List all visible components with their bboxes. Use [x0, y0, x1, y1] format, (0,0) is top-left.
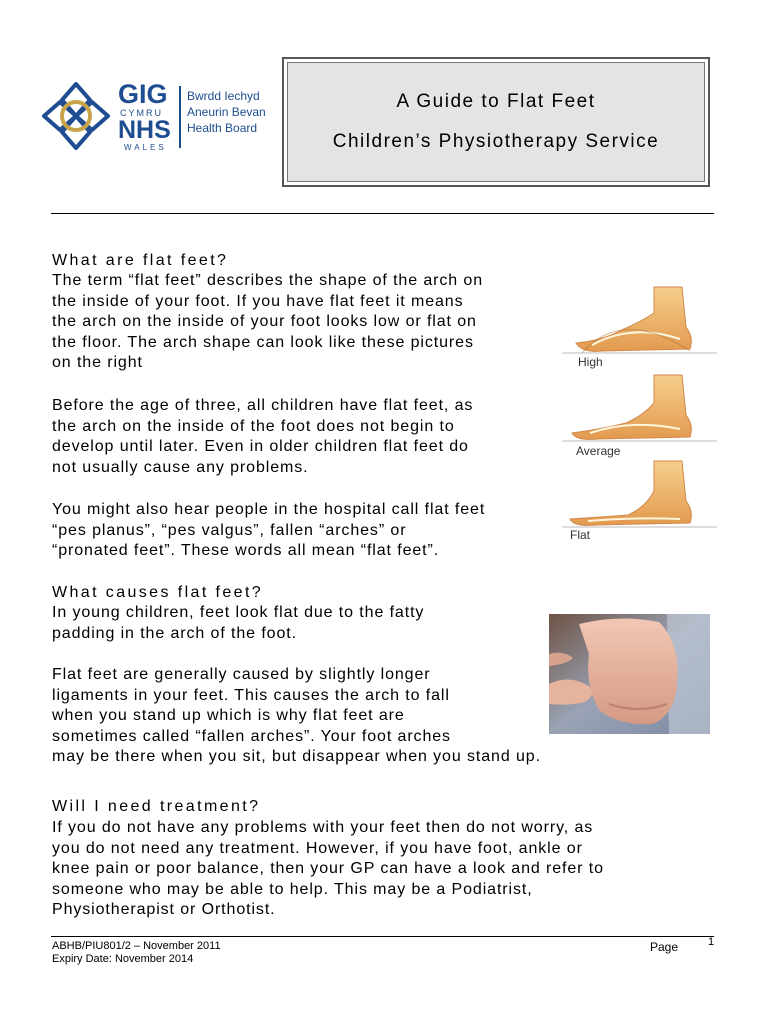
average-arch-foot: [562, 375, 717, 441]
text-line: the floor. The arch shape can look like these pictures: [52, 333, 474, 351]
logo-wales-text: WALES: [124, 143, 167, 152]
text-line: Before the age of three, all children have flat feet, as: [52, 397, 474, 414]
text-line: “pes planus”, “pes valgus”, fallen “arches” or: [52, 521, 407, 539]
logo-nhs-text: NHS: [118, 116, 171, 144]
text-line: sometimes called “fallen arches”. Your foot arches: [52, 727, 451, 745]
text-line: may be there when you sit, but disappear when you stand up.: [52, 748, 541, 766]
child-foot-photo: [549, 614, 710, 734]
logo-board-line: Aneurin Bevan: [187, 105, 266, 119]
footer-page-number: 1: [708, 936, 715, 948]
text-line: the arch on the inside of your foot looks low or flat on: [52, 313, 477, 331]
text-line: not usually cause any problems.: [52, 458, 309, 476]
text-line: padding in the arch of the foot.: [52, 624, 297, 642]
service-title: Children’s Physiotherapy Service: [332, 131, 660, 152]
nhs-logo: [38, 78, 278, 154]
footer-reference: [52, 940, 221, 965]
paragraph-causes-2: [52, 665, 541, 768]
text-line: develop until later. Even in older children flat feet do: [52, 438, 469, 456]
title-box-inner: [287, 62, 705, 182]
foot-arch-illustration: [562, 283, 717, 548]
text-line: Physiotherapist or Orthotist.: [52, 901, 276, 919]
text-line: knee pain or poor balance, then your GP can have a look and refer to: [52, 860, 604, 878]
header-divider: [51, 213, 714, 214]
label-flat: Flat: [570, 528, 591, 542]
text-line: “pronated feet”. These words all mean “flat feet”.: [52, 542, 440, 560]
logo-board-line: Bwrdd Iechyd: [187, 89, 260, 103]
logo-gig-text: GIG: [118, 79, 168, 109]
footer-divider: [51, 936, 714, 937]
title-box: [282, 57, 710, 187]
footer-ref-code: ABHB/PIU801/2 – November 2011: [52, 940, 221, 952]
logo-cymru-text: CYMRU: [120, 108, 163, 118]
paragraph-what-2: [52, 396, 473, 478]
foot-arch-photo: [549, 614, 710, 734]
text-line: someone who may be able to help. This may be a Podiatrist,: [52, 880, 533, 898]
label-average: Average: [576, 444, 621, 458]
paragraph-what-3: [52, 500, 485, 562]
heading-treatment: Will I need treatment?: [52, 798, 261, 815]
flat-arch-foot: [562, 461, 717, 527]
text-line: If you do not have any problems with your feet then do not worry, as: [52, 819, 594, 836]
footer-page-label: Page: [650, 940, 679, 954]
logo-divider: [179, 86, 181, 148]
celtic-knot-icon: [38, 78, 114, 154]
text-line: You might also hear people in the hospital call flat feet: [52, 501, 486, 518]
text-line: when you stand up which is why flat feet are: [52, 707, 405, 725]
heading-what-causes: What causes flat feet?: [52, 584, 264, 601]
text-line: In young children, feet look flat due to the fatty: [52, 604, 425, 621]
text-line: the arch on the inside of the foot does not begin to: [52, 417, 455, 435]
high-arch-foot: [562, 287, 717, 353]
paragraph-causes-1: [52, 603, 424, 644]
logo-board-line: Health Board: [187, 121, 258, 135]
text-line: Flat feet are generally caused by slightly longer: [52, 666, 431, 683]
paragraph-what-1: [52, 271, 483, 374]
logo-health-board: [187, 88, 266, 136]
footer-expiry: Expiry Date: November 2014: [52, 952, 194, 965]
foot-arch-drawings: [562, 283, 717, 548]
document-title: A Guide to Flat Feet: [396, 91, 596, 112]
text-line: you do not need any treatment. However, if you have foot, ankle or: [52, 839, 583, 857]
label-high: High: [578, 355, 603, 369]
text-line: the inside of your foot. If you have flat feet it means: [52, 292, 464, 310]
heading-what-are-flat-feet: What are flat feet?: [52, 252, 229, 269]
paragraph-treatment: [52, 818, 604, 921]
text-line: ligaments in your feet. This causes the arch to fall: [52, 686, 450, 704]
text-line: The term “flat feet” describes the shape of the arch on: [52, 272, 484, 289]
text-line: on the right: [52, 354, 143, 372]
